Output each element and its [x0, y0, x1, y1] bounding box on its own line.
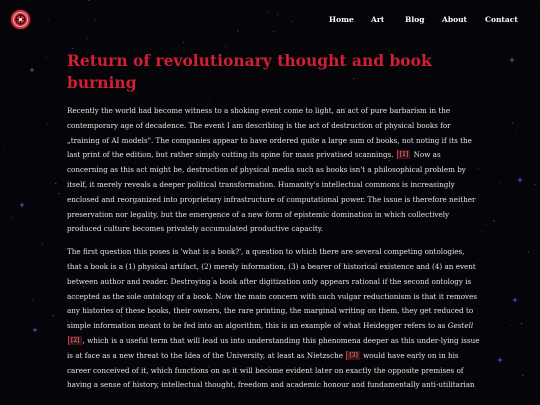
star-dot: [183, 42, 184, 43]
star-dot: [32, 300, 33, 301]
nav-about-link[interactable]: About: [442, 15, 467, 24]
nav-art-link[interactable]: Art: [371, 15, 385, 24]
paragraph-text: , which is a useful term that will lead us into understanding this phenomena deeper as this under-lying issue is at face as a new threat to the Idea of the University, at least as Nietzsche: [67, 335, 480, 360]
sparkle-star: [29, 67, 35, 73]
star-dot: [534, 184, 535, 185]
sparkle-star: [32, 327, 38, 333]
star-dot: [72, 48, 73, 49]
star-dot: [53, 315, 55, 317]
star-dot: [42, 243, 43, 244]
paragraph-text: Recently the world had become witness to a shoking event come to light, an act of pure barbarism in the contemporary age of decadence. The event I am describing is the act of destruction of physical books for „training of AI models". The companies appear to have ordered quite a large sum of books, not noting if its the last print of the edition, but rather simply cutting its spine for mass privatised scannings.: [67, 106, 472, 160]
star-dot: [535, 266, 536, 267]
footnote-3-link[interactable]: [3]: [346, 351, 360, 360]
star-dot: [3, 145, 4, 146]
star-dot: [55, 183, 56, 184]
star-dot: [497, 68, 498, 69]
star-dot: [30, 103, 31, 104]
star-dot: [510, 325, 511, 326]
star-dot: [15, 201, 16, 202]
circle-emblem-icon[interactable]: [11, 10, 30, 29]
star-dot: [528, 252, 529, 253]
star-dot: [531, 107, 532, 108]
star-dot: [58, 193, 59, 194]
star-dot: [499, 181, 500, 182]
footnote-1-link[interactable]: [1]: [397, 150, 411, 159]
star-dot: [11, 217, 12, 218]
sparkle-star: [517, 177, 523, 183]
star-dot: [226, 46, 227, 47]
nav-blog-link[interactable]: Blog: [405, 15, 425, 24]
sparkle-star: [512, 297, 518, 303]
star-dot: [47, 57, 48, 58]
sparkle-star: [509, 57, 515, 63]
gestell-term: Gestell: [447, 321, 474, 331]
star-dot: [47, 123, 48, 124]
article-title: Return of revolutionary thought and book burning: [67, 51, 432, 92]
paragraph-text: would have early on in his career conceived of it, which functions on as it will become evident later on exactly the opposite premises of having a sense of history, intellectual thought, freedom and academic honour and fundamentally anti-utilitarian: [67, 350, 475, 390]
star-dot: [522, 375, 523, 376]
star-dot: [493, 220, 495, 222]
star-dot: [329, 48, 330, 49]
article-paragraph-2: [67, 245, 481, 393]
star-dot: [521, 323, 523, 325]
star-dot: [50, 54, 51, 55]
sparkle-star: [19, 202, 25, 208]
star-dot: [512, 122, 513, 123]
top-navigation: [0, 0, 540, 40]
footnote-2-link[interactable]: [2]: [68, 336, 82, 345]
star-dot: [482, 230, 483, 231]
star-dot: [7, 52, 8, 53]
star-dot: [1, 127, 2, 128]
star-dot: [425, 401, 426, 402]
star-dot: [515, 131, 516, 132]
paragraph-text: The first question this poses is 'what is a book?', a question to which there are several competing ontologies, that a book is a (1) physical artifact, (2) merely information, (3) a bearer of historical existence and (4) an event between author and reader. Destroying a book after digitization only appears rational if the second ontology is accepted as the sole ontology of a book. Now the main concern with such vulgar reductionism is that it removes any histories of these books, their owners, the rare printing, the marginal writing on them, they get reduced to simple information meant to be fed into an algorithm, this is an example of what Heidegger refers to as: [67, 247, 478, 331]
nav-home-link[interactable]: Home: [329, 15, 354, 24]
nav-contact-link[interactable]: Contact: [485, 15, 518, 24]
star-dot: [486, 224, 487, 225]
article-paragraph-1: [67, 104, 481, 237]
article-body: [67, 50, 481, 401]
sparkle-star: [497, 357, 503, 363]
star-dot: [56, 164, 57, 165]
paragraph-text: Now as concerning as this act might be, destruction of physical media such as books isn't a philosophical problem by itself, it merely reveals a deeper political transformation. Humanity's intellectual commons is increasingly enclosed and reorganized into proprietary infrastructure of computational power. The issue is therefore neither preservation nor legality, but the emergence of a new form of epistemic domination in which collectively produced culture becomes privately accumulated productive capacity.: [67, 150, 476, 234]
